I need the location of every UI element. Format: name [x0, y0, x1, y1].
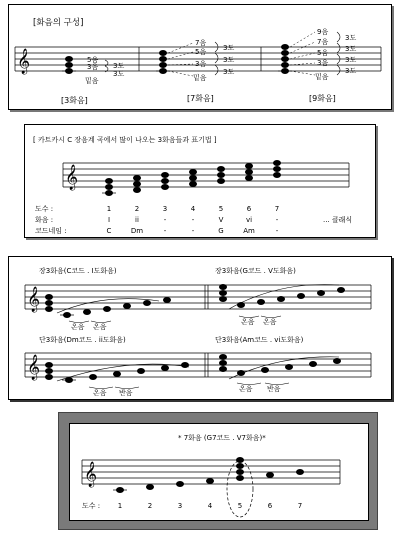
note-head: [217, 166, 225, 172]
degree-numbers: [107, 205, 279, 213]
panel-title: [화음의 구성]: [33, 18, 84, 28]
c-major-triads-staff: [25, 125, 377, 239]
top-left-step-2: 온음: [93, 323, 107, 331]
note-head: [161, 172, 169, 178]
degree-3: 4: [207, 502, 213, 510]
step-brace: [69, 321, 111, 323]
top-right-step-1: 온음: [241, 318, 255, 326]
scale-notes: [113, 457, 304, 493]
top-left-step-1: 온음: [71, 323, 85, 331]
degree-2: 3: [162, 205, 168, 213]
note-head: [123, 303, 131, 309]
seventh-interval-2: 3도: [223, 56, 235, 64]
note-head: [113, 371, 121, 377]
numeral-2: -: [163, 216, 167, 224]
note-head: [219, 366, 227, 372]
seventh-3rd-label: 3음: [195, 60, 207, 68]
note-head: [89, 374, 97, 380]
treble-clef-icon: 𝄞: [65, 165, 79, 190]
ninth-interval-1: 3도: [345, 34, 357, 42]
seventh-chord-staff: [70, 424, 368, 520]
major-minor-staff: [9, 257, 393, 401]
note-head: [273, 166, 281, 172]
triad-interval-upper: 3도: [113, 62, 125, 70]
note-head: [45, 306, 53, 312]
roman-numerals: [108, 216, 279, 224]
note-head: [257, 299, 265, 305]
note-head: [189, 175, 197, 181]
note-head: [45, 300, 53, 306]
seventh-7th-label: 7음: [195, 39, 207, 47]
step-brace: [239, 316, 281, 318]
note-head: [245, 175, 253, 181]
degree-4: 5: [237, 502, 243, 510]
numeral-1: ii: [135, 216, 139, 224]
treble-clef-icon: 𝄞: [27, 355, 41, 380]
note-head: [219, 284, 227, 290]
note-head: [45, 374, 53, 380]
note-head: [146, 484, 154, 490]
triad-root-label: 밑음: [85, 77, 99, 85]
ninth-7th-label: 7음: [317, 38, 329, 46]
chord-structure-panel: [8, 4, 392, 110]
note-head: [236, 475, 244, 481]
panel-title: * 7화음 (G7코드 . V7화음)*: [178, 434, 266, 442]
note-head: [133, 181, 141, 187]
chord-name-1: Dm: [130, 227, 144, 235]
note-head: [143, 300, 151, 306]
ninth-interval-4: 3도: [345, 67, 357, 75]
note-head: [45, 362, 53, 368]
bottom-right-step-1: 온음: [239, 385, 253, 393]
ninth-9th-label: 9음: [317, 28, 329, 36]
numeral-3: -: [191, 216, 195, 224]
note-head: [161, 365, 169, 371]
major-minor-triad-panel: [8, 256, 392, 400]
bottom-right-step-2: 반음: [267, 385, 281, 393]
degree-numbers: [118, 502, 302, 510]
note-head: [217, 172, 225, 178]
chord-name-5: Am: [243, 227, 255, 235]
degree-0: 1: [106, 205, 112, 213]
degree-3: 4: [190, 205, 196, 213]
classic-suffix: ... 클래식: [323, 216, 353, 224]
chordname-row-label: 코드네임 :: [35, 227, 67, 235]
degree-1: 2: [134, 205, 140, 213]
degree-row-label: 도수 :: [35, 205, 54, 213]
chord-name-0: C: [106, 227, 112, 235]
note-head: [189, 181, 197, 187]
scale-notes: [45, 284, 345, 383]
ninth-root-label: 밑음: [315, 73, 329, 81]
seventh-chord-card: [69, 423, 369, 521]
step-brace: [89, 387, 139, 389]
seventh-root-label: 밑음: [193, 74, 207, 82]
note-head: [176, 481, 184, 487]
bottom-left-title: 단3화음(Dm코드 . ii도화음): [39, 336, 126, 344]
seventh-chord: [156, 50, 170, 74]
note-head: [161, 184, 169, 190]
seventh-5th-label: 5음: [195, 48, 207, 56]
seventh-caption: [7화음]: [187, 94, 214, 103]
note-head: [297, 293, 305, 299]
note-head: [45, 368, 53, 374]
numeral-5: vi: [245, 216, 253, 224]
seventh-chord-panel: [58, 412, 378, 530]
numeral-row-label: 화음 :: [35, 216, 54, 224]
panel-title: [ 카트카시 C 장음계 곡에서 많이 나오는 3화음들과 표기법 ]: [33, 136, 217, 144]
degree-4: 5: [218, 205, 224, 213]
degree-0: 1: [117, 502, 123, 510]
note-head: [137, 368, 145, 374]
note-head: [273, 160, 281, 166]
note-head: [273, 172, 281, 178]
treble-clef-icon: 𝄞: [17, 49, 31, 74]
note-head: [161, 178, 169, 184]
triad-fifth-label: 5음: [87, 56, 99, 64]
note-head: [219, 290, 227, 296]
note-head: [285, 364, 293, 370]
note-head: [296, 469, 304, 475]
note-head: [206, 478, 214, 484]
chord-names: [107, 227, 279, 235]
degree-5: 6: [246, 205, 252, 213]
note-head: [245, 163, 253, 169]
note-head: [236, 469, 244, 475]
note-head: [337, 287, 345, 293]
note-head: [163, 297, 171, 303]
note-head: [277, 296, 285, 302]
seventh-interval-3: 3도: [223, 68, 235, 76]
chord-name-4: G: [218, 227, 224, 235]
degree-6: 7: [297, 502, 303, 510]
note-head: [245, 169, 253, 175]
degree-row-label: 도수 :: [82, 502, 101, 510]
triad-chords: [102, 160, 281, 196]
slur: [57, 364, 189, 381]
bottom-right-title: 단3화음(Am코드 . vi도화음): [215, 336, 304, 344]
chord-name-3: -: [191, 227, 195, 235]
note-head: [309, 361, 317, 367]
numeral-6: -: [275, 216, 279, 224]
ninth-interval-2: 3도: [345, 45, 357, 53]
ninth-caption: [9화음]: [309, 94, 336, 103]
c-major-triads-panel: [24, 124, 376, 238]
numeral-0: I: [107, 216, 111, 224]
degree-6: 7: [274, 205, 280, 213]
note-head: [217, 178, 225, 184]
triad-third-label: 3음: [87, 63, 99, 71]
note-head: [133, 187, 141, 193]
note-head: [261, 367, 269, 373]
triad-interval-lower: 3도: [113, 70, 125, 78]
chord-name-6: -: [275, 227, 279, 235]
note-head: [219, 360, 227, 366]
step-brace: [237, 383, 289, 385]
degree-1: 2: [147, 502, 153, 510]
numeral-4: V: [218, 216, 224, 224]
ninth-5th-label: 5음: [317, 49, 329, 57]
degree-5: 6: [267, 502, 273, 510]
note-head: [236, 457, 244, 463]
note-head: [219, 354, 227, 360]
ninth-3rd-label: 3음: [317, 59, 329, 67]
top-right-title: 장3화음(G코드 . V도화음): [215, 267, 296, 275]
chord-structure-staff: [9, 5, 393, 111]
treble-clef-icon: 𝄞: [27, 287, 41, 312]
bottom-left-step-1: 온음: [93, 389, 107, 397]
note-head: [103, 306, 111, 312]
note-head: [333, 358, 341, 364]
note-head: [236, 463, 244, 469]
note-head: [105, 178, 113, 184]
note-head: [266, 472, 274, 478]
note-head: [45, 294, 53, 300]
bottom-left-step-2: 반음: [119, 389, 133, 397]
note-head: [189, 169, 197, 175]
note-head: [219, 296, 227, 302]
note-head: [317, 290, 325, 296]
top-right-step-2: 온음: [263, 318, 277, 326]
degree-2: 3: [177, 502, 183, 510]
note-head: [83, 309, 91, 315]
seventh-interval-1: 3도: [223, 44, 235, 52]
ninth-interval-3: 3도: [345, 56, 357, 64]
note-head: [105, 184, 113, 190]
note-head: [133, 175, 141, 181]
treble-clef-icon: 𝄞: [84, 462, 98, 487]
triad-caption: [3화음]: [61, 96, 88, 105]
top-left-title: 장3화음(C코드 . I도화음): [39, 267, 117, 275]
chord-name-2: -: [163, 227, 167, 235]
slur: [229, 357, 339, 379]
